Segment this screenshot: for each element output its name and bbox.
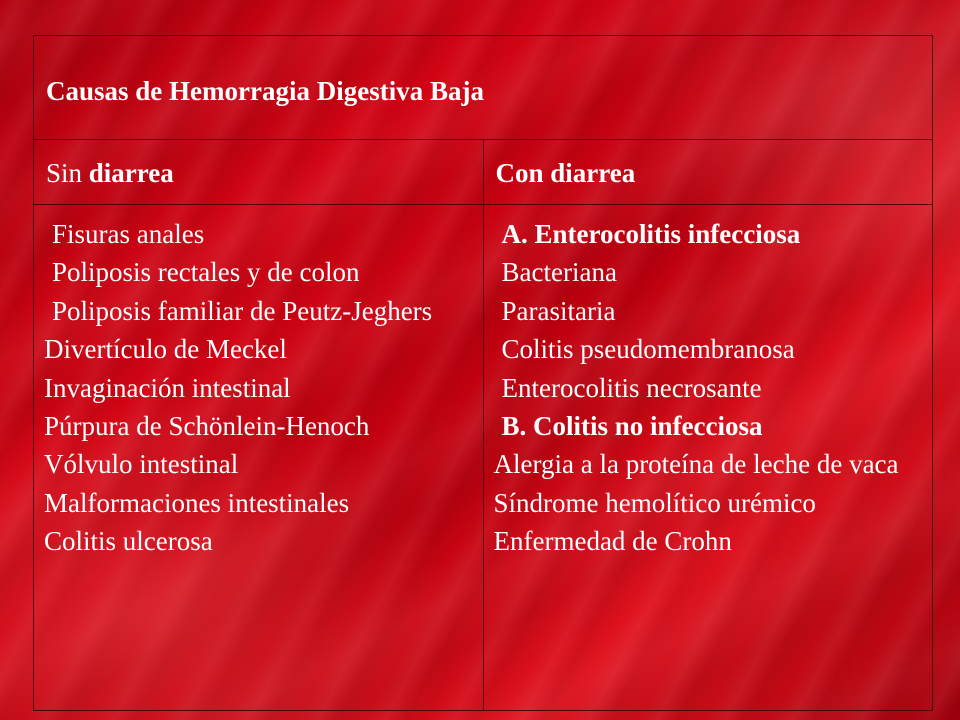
category-heading: A. Enterocolitis infecciosa (501, 219, 801, 249)
list-item: Enfermedad de Crohn (493, 526, 732, 557)
list-item: Síndrome hemolítico urémico (493, 487, 816, 518)
title-row (34, 36, 933, 140)
body-cell-left (34, 205, 484, 711)
list-item: Enterocolitis necrosante (501, 372, 762, 403)
header-prefix: Sin (46, 158, 89, 188)
list-item: Fisuras anales (52, 219, 205, 249)
list-item: Invaginación intestinal (44, 372, 291, 403)
header-bold-word: diarrea (88, 158, 174, 188)
header-cell-left (34, 140, 484, 205)
list-item: Alergia a la proteína de leche de vaca (493, 449, 899, 480)
title-cell (34, 36, 933, 140)
list-item: Poliposis familiar de Peutz-Jeghers (52, 295, 433, 326)
list-item: Colitis ulcerosa (44, 526, 213, 557)
list-item: Divertículo de Meckel (44, 334, 287, 365)
header-cell-right (483, 140, 933, 205)
list-item: Colitis pseudomembranosa (501, 334, 795, 365)
header-bold-text: Con diarrea (495, 158, 636, 188)
list-item: Vólvulo intestinal (44, 449, 239, 480)
list-item: Malformaciones intestinales (44, 487, 350, 518)
causes-table (33, 35, 933, 711)
column-header-with-diarrhea (484, 140, 933, 189)
column-header-without-diarrhea (34, 140, 483, 189)
list-with-diarrhea (484, 205, 933, 561)
body-cell-right (483, 205, 933, 711)
list-without-diarrhea (34, 205, 483, 561)
list-item: Púrpura de Schönlein-Henoch (44, 411, 370, 442)
category-heading: B. Colitis no infecciosa (501, 411, 763, 442)
list-item: Bacteriana (501, 257, 617, 288)
list-item: Poliposis rectales y de colon (52, 257, 360, 288)
header-row (34, 140, 933, 205)
list-item: Parasitaria (501, 295, 616, 326)
body-row (34, 205, 933, 711)
slide-title: Causas de Hemorragia Digestiva Baja (46, 76, 484, 106)
